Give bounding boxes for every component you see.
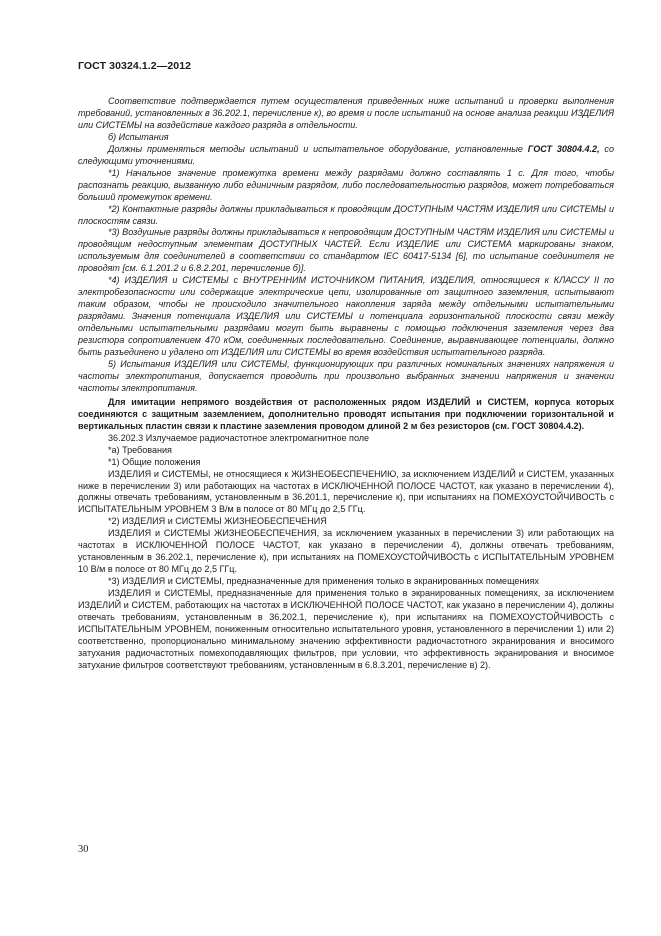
paragraph	[78, 144, 614, 168]
list-item: *4) ИЗДЕЛИЯ и СИСТЕМЫ с ВНУТРЕННИМ ИСТОЧНИКОМ ПИТАНИЯ, ИЗДЕЛИЯ, относящиеся к КЛАССУ II по электробезопасности или содержащие электрические цепи, изолированные от защитного заземления, испытывают таким образом, чтобы не происходило значительного накопления заряда между отдельными испытательными разрядами. Значения потенциала ИЗДЕЛИЯ или СИСТЕМЫ и потенциала горизонтальной плоскости связи между отдельными испытательными разрядами могут быть выравнены с помощью подключения заземления через два резистора сопротивлением 470 кОм, соединенных последовательно. Соединение, выравнивающее потенциалы, должно быть разъединено и удалено от ИЗДЕЛИЯ или СИСТЕМЫ во время воздействия испытательного разряда.	[78, 275, 614, 358]
subsection-heading: *3) ИЗДЕЛИЯ и СИСТЕМЫ, предназначенные для применения только в экранированных помещениях	[108, 576, 539, 587]
text-run: Должны применяться методы испытаний и испытательное оборудование, установленные	[108, 143, 528, 154]
paragraph: ИЗДЕЛИЯ и СИСТЕМЫ, не относящиеся к ЖИЗНЕОБЕСПЕЧЕНИЮ, за исключением ИЗДЕЛИЙ и СИСТЕМ, указанных ниже в перечислении 3) или работающих на частотах в ИСКЛЮЧЕННОЙ ПОЛОСЕ ЧАСТОТ, как указано в перечислении 4), должны отвечать требованиям, установленным в 36.201.1, перечисление к), при испытаниях на ПОМЕХОУСТОЙЧИВОСТЬ с ИСПЫТАТЕЛЬНЫМ УРОВНЕМ 3 В/м в полосе от 80 МГц до 2,5 ГГц.	[78, 468, 614, 515]
subsection-heading: *1) Общие положения	[108, 456, 201, 467]
document-header: ГОСТ 30324.1.2—2012	[78, 60, 192, 72]
bold-paragraph: Для имитации непрямого воздействия от расположенных рядом ИЗДЕЛИЙ и СИСТЕМ, корпуса которых соединяются с защитным заземлением, дополнительно проводят испытания при подключении горизонтальной и вертикальных пластин связи к пластине заземления проводом длиной 2 м без резисторов (см. ГОСТ 30804.4.2).	[78, 396, 614, 431]
text-run: со следующими уточнениями.	[78, 143, 614, 166]
paragraph: ИЗДЕЛИЯ и СИСТЕМЫ, предназначенные для применения только в экранированных помещениях, за исключением ИЗДЕЛИЙ и СИСТЕМ, работающих на частотах в ИСКЛЮЧЕННОЙ ПОЛОСЕ ЧАСТОТ, как указано в перечислении 4), должны отвечать требованиям, установленным в 36.202.1, перечисление к), при испытаниях на ПОМЕХОУСТОЙЧИВОСТЬ с ИСПЫТАТЕЛЬНЫМ УРОВНЕМ, пониженным относительно испытательного уровня, установленного в перечислении 1) или 2) соответственно, пропорционально минимальному значению эффективности радиочастотного экранирования и вносимого затухания радиочастотных помехоподавляющих фильтров, при условии, что эффективность экранирования и вносимое затухание фильтров соответствуют требованиям, установленным в 6.8.3.201, перечисление в) 2).	[78, 588, 614, 670]
list-item: *2) Контактные разряды должны прикладываться к проводящим ДОСТУПНЫМ ЧАСТЯМ ИЗДЕЛИЯ или СИСТЕМЫ и плоскостям связи.	[78, 203, 614, 226]
subsection-heading: б) Испытания	[108, 131, 169, 142]
document-body	[78, 96, 614, 672]
subsection-heading: *а) Требования	[108, 444, 172, 455]
list-item: *3) Воздушные разряды должны прикладываться к непроводящим ДОСТУПНЫМ ЧАСТЯМ ИЗДЕЛИЯ или СИСТЕМЫ и проводящим недоступным элементам ДОСТУПНЫХ ЧАСТЕЙ. Если ИЗДЕЛИЕ или СИСТЕМА маркированы знаком, используемым для соединителей в соответствии со стандартом IEC 60417-5134 [6], то испытание соединителя не проводят [см. 6.1.201.2 и 6.8.2.201, перечисление б)].	[78, 227, 614, 274]
page-number: 30	[78, 844, 89, 855]
paragraph: ИЗДЕЛИЯ и СИСТЕМЫ ЖИЗНЕОБЕСПЕЧЕНИЯ, за исключением указанных в перечислении 3) или работающих на частотах в ИСКЛЮЧЕННОЙ ПОЛОСЕ ЧАСТОТ, как указано в перечислении 4), должны отвечать требованиям, установленным в 36.202.1, перечисление к), при испытаниях на ПОМЕХОУСТОЙЧИВОСТЬ с ИСПЫТАТЕЛЬНЫМ УРОВНЕМ 10 В/м в полосе от 80 МГц до 2,5 ГГц.	[78, 528, 614, 575]
paragraph: Соответствие подтверждается путем осуществления приведенных ниже испытаний и проверки выполнения требований, установленных в 36.202.1, перечисление к), во время и после испытаний на основе анализа реакции ИЗДЕЛИЯ или СИСТЕМЫ на воздействие каждого разряда в отдельности.	[78, 96, 614, 130]
section-heading: 36.202.3 Излучаемое радиочастотное электромагнитное поле	[108, 432, 370, 443]
list-item: *1) Начальное значение промежутка времени между разрядами должно составлять 1 с. Для того, чтобы распознать реакцию, вызванную либо единичным разрядом, либо последовательностью разрядов, может потребоваться больший промежуток времени.	[78, 167, 614, 202]
standard-reference: ГОСТ 30804.4.2,	[527, 143, 600, 154]
list-item: 5) Испытания ИЗДЕЛИЯ или СИСТЕМЫ, функционирующих при различных номинальных значениях напряжения и частоты электропитания, допускается проводить при произвольно выбранных значении напряжения и значении частоты электропитания.	[78, 358, 614, 393]
subsection-heading: *2) ИЗДЕЛИЯ и СИСТЕМЫ ЖИЗНЕОБЕСПЕЧЕНИЯ	[108, 516, 327, 527]
